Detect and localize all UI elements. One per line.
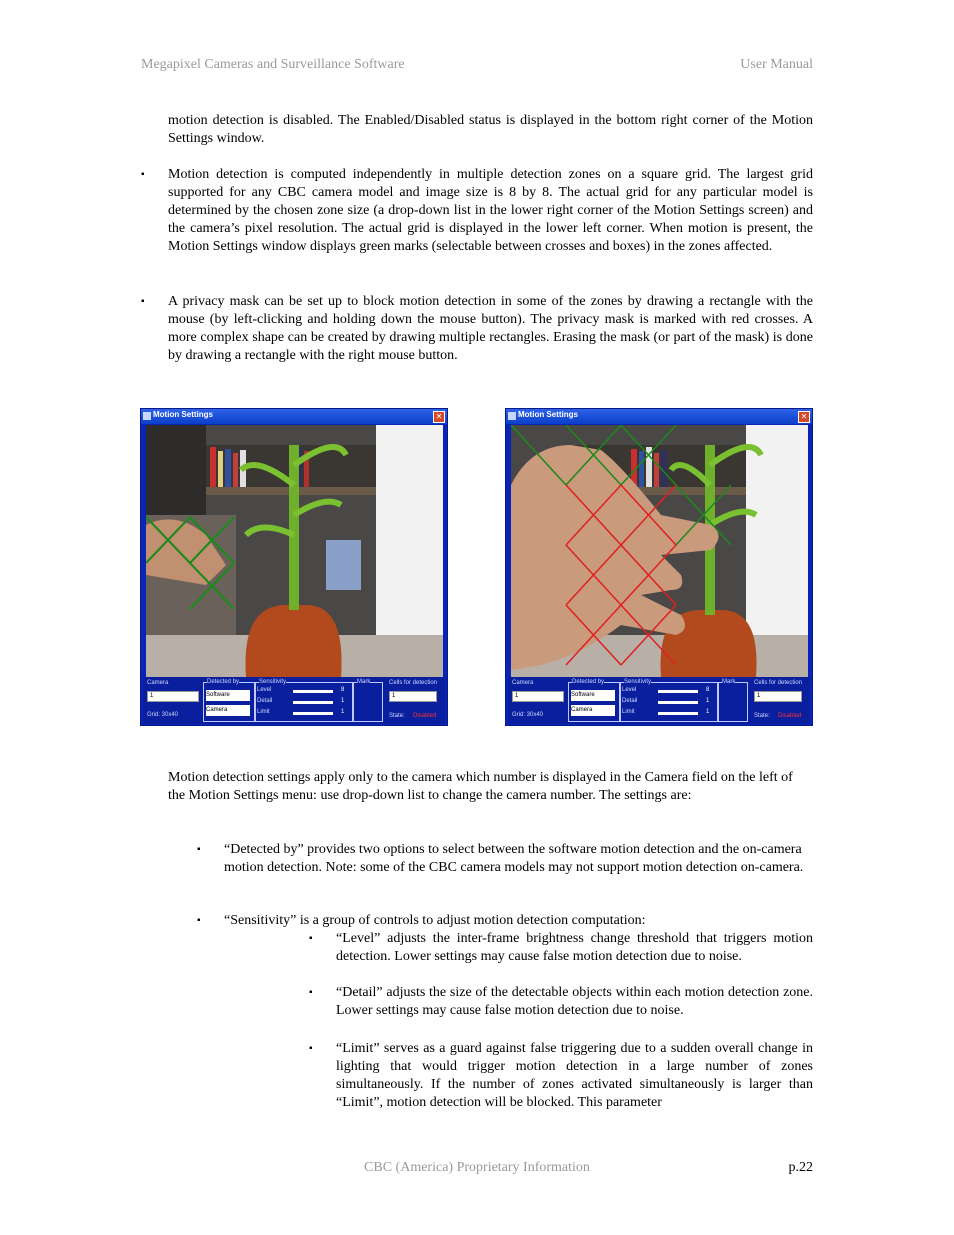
paragraph-disabled-status: motion detection is disabled. The Enabled/Disabled status is displayed in the bottom right corner of the Motion Settings window.	[168, 113, 813, 146]
limit-slider[interactable]	[293, 712, 333, 715]
level-slider[interactable]	[658, 690, 698, 693]
state-label: State:	[389, 713, 405, 719]
settings-panel	[508, 677, 810, 724]
detected-by-group	[203, 682, 255, 722]
level-label: Level	[622, 687, 637, 693]
camera-radio[interactable]	[206, 705, 250, 716]
state-value: Disabled	[778, 713, 802, 719]
detail-slider[interactable]	[658, 701, 698, 704]
window-title-bar	[506, 409, 812, 424]
bullet-marker: ▪	[197, 844, 201, 855]
camera-scene	[146, 425, 443, 677]
camera-value: 1	[150, 693, 154, 699]
window-title: Motion Settings	[518, 410, 578, 419]
detected-by-group	[568, 682, 620, 722]
camera-label: Camera	[147, 680, 169, 686]
level-label: Level	[257, 687, 272, 693]
detail-slider[interactable]	[293, 701, 333, 704]
header-right: User Manual	[740, 57, 813, 72]
bullet-marker: ▪	[309, 987, 313, 998]
bullet-marker: ▪	[309, 1043, 313, 1054]
mark-group	[718, 682, 748, 722]
cells-label: Cells for detection	[754, 680, 803, 686]
grid-text: Grid: 30x40	[512, 712, 544, 718]
detected-by-label: Detected by	[207, 679, 240, 685]
camera-value: 1	[515, 693, 519, 699]
software-label: Software	[571, 692, 595, 698]
window-title-bar	[141, 409, 447, 424]
paragraph-detected-by: “Detected by” provides two options to select between the software motion detection and the on-camera motion detection. Note: some of the CBC camera models may not support motion detection on-camera.	[224, 842, 804, 875]
settings-panel	[143, 677, 445, 724]
close-button[interactable]: ✕	[798, 411, 810, 423]
camera-view[interactable]	[511, 425, 808, 677]
software-radio[interactable]	[571, 690, 615, 701]
mark-label: Mark	[722, 679, 736, 685]
window-icon	[508, 412, 516, 420]
cells-value: 1	[757, 693, 761, 699]
limit-label: Limit	[257, 709, 270, 715]
motion-settings-window-right	[505, 408, 813, 726]
detail-value: 1	[341, 698, 345, 704]
paragraph-detail: “Detail” adjusts the size of the detectable objects within each motion detection zone. Lower settings may cause false motion detection due to noise.	[336, 985, 813, 1018]
camera-dropdown[interactable]	[512, 691, 564, 702]
level-value: 8	[706, 687, 710, 693]
level-slider[interactable]	[293, 690, 333, 693]
limit-value: 1	[341, 709, 345, 715]
software-label: Software	[206, 692, 230, 698]
camera-view[interactable]	[146, 425, 443, 677]
camera-option-label: Camera	[206, 707, 228, 713]
cells-dropdown[interactable]	[389, 691, 437, 702]
window-icon	[143, 412, 151, 420]
state-label: State:	[754, 713, 770, 719]
detail-label: Detail	[622, 698, 638, 704]
header-left: Megapixel Cameras and Surveillance Software	[141, 57, 405, 72]
page-number: p.22	[788, 1160, 813, 1175]
paragraph-camera-settings: Motion detection settings apply only to the camera which number is displayed in the Camera field on the left of the Motion Settings menu: use drop-down list to change the camera number. The settings are:	[168, 770, 793, 803]
cells-value: 1	[392, 693, 396, 699]
limit-slider[interactable]	[658, 712, 698, 715]
footer-center: CBC (America) Proprietary Information	[364, 1160, 590, 1175]
mark-label: Mark	[357, 679, 371, 685]
state-value: Disabled	[413, 713, 437, 719]
sensitivity-label: Sensitivity	[624, 679, 652, 685]
detail-value: 1	[706, 698, 710, 704]
bullet-marker: ▪	[197, 915, 201, 926]
close-button[interactable]: ✕	[433, 411, 445, 423]
level-value: 8	[341, 687, 345, 693]
limit-value: 1	[706, 709, 710, 715]
paragraph-level: “Level” adjusts the inter-frame brightness change threshold that triggers motion detection. Lower settings may cause false motion detection due to noise.	[336, 931, 813, 964]
paragraph-privacy-mask: A privacy mask can be set up to block motion detection in some of the zones by drawing a rectangle with the mouse (by left-clicking and holding down the mouse button). The privacy mask is marked with red crosses. A more complex shape can be created by drawing multiple rectangles. Erasing the mask (or part of the mask) is done by drawing a rectangle with the right mouse button.	[168, 294, 813, 363]
camera-label: Camera	[512, 680, 534, 686]
bullet-marker: ▪	[141, 296, 145, 307]
camera-scene	[511, 425, 808, 677]
paragraph-limit: “Limit” serves as a guard against false triggering due to a sudden overall change in lighting that would trigger motion detection in a large number of zones simultaneously. If the number of zones activated simultaneously is larger than “Limit”, motion detection will be blocked. This parameter	[336, 1041, 813, 1110]
camera-radio[interactable]	[571, 705, 615, 716]
cells-dropdown[interactable]	[754, 691, 802, 702]
camera-dropdown[interactable]	[147, 691, 199, 702]
camera-option-label: Camera	[571, 707, 593, 713]
detected-by-label: Detected by	[572, 679, 605, 685]
paragraph-grid: Motion detection is computed independently in multiple detection zones on a square grid. The largest grid supported for any CBC camera model and image size is 8 by 8. The actual grid for any particular model is determined by the chosen zone size (a drop-down list in the lower right corner of the Motion Settings screen) and the camera’s pixel resolution. The actual grid is displayed in the lower left corner. When motion is present, the Motion Settings window displays green marks (selectable between crosses and boxes) in the zones affected.	[168, 167, 813, 254]
window-title: Motion Settings	[153, 410, 213, 419]
software-radio[interactable]	[206, 690, 250, 701]
bullet-marker: ▪	[309, 933, 313, 944]
paragraph-sensitivity: “Sensitivity” is a group of controls to adjust motion detection computation:	[224, 913, 646, 928]
motion-settings-window-left	[140, 408, 448, 726]
cells-label: Cells for detection	[389, 680, 438, 686]
sensitivity-label: Sensitivity	[259, 679, 287, 685]
detail-label: Detail	[257, 698, 273, 704]
mark-group	[353, 682, 383, 722]
limit-label: Limit	[622, 709, 635, 715]
bullet-marker: ▪	[141, 169, 145, 180]
grid-text: Grid: 30x40	[147, 712, 179, 718]
